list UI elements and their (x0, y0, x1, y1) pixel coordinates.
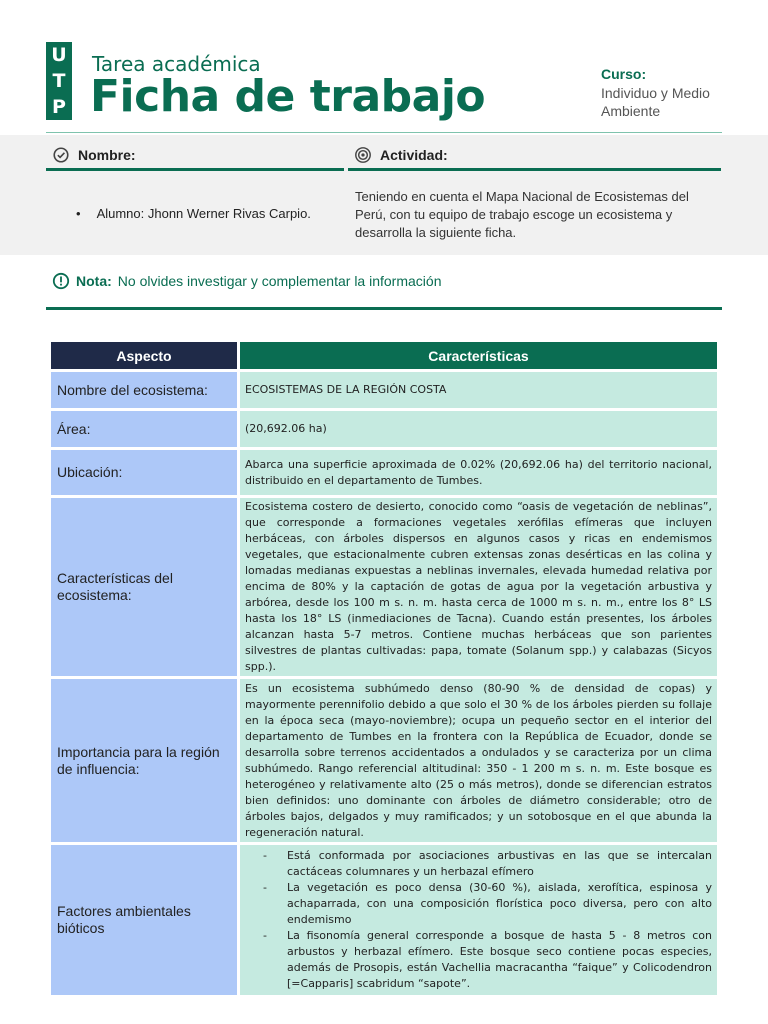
aspect-cell: Características del ecosistema: (51, 498, 237, 676)
table-row (51, 411, 717, 447)
check-badge-icon (52, 146, 70, 164)
ecosystem-table (48, 339, 720, 998)
list-item: - La fisonomía general corresponde a bosque de hasta 5 - 8 metros con arbustos y herbazal efímero. Este bosque seco contiene pocas especies, además de Prosopis, están Vachellia macracantha “faique” y Colicodendron [=Capparis] scabridum “sapote”. (287, 928, 712, 992)
value-cell (240, 845, 717, 995)
curso-value: Individuo y Medio Ambiente (601, 85, 710, 119)
nota-label: Nota: (76, 273, 112, 289)
logo-letter-t: T (52, 69, 66, 92)
value-cell: Es un ecosistema subhúmedo denso (80-90 % de densidad de copas) y mayormente perennifolio debido a que solo el 30 % de los árboles pierden su follaje en la época seca (mayo-noviembre); ocupa un pequeño sector en el interior del departamento de Tumbes en la frontera con la República de Ecuador, donde se desarrolla sobre terrenos accidentados a ondulados y se caracteriza por un clima subhúmedo. Rango referencial altitudinal: 350 - 1 200 m s. n. m. Este bosque es heterogéneo y relativamente alto (25 o más metros), donde se diferencian estratos bien definidos: uno dominante con árboles de diámetro considerable; otro de árboles bajos, delgados y muy ramificados; y un sotobosque en el que abunda la regeneración natural. (240, 679, 717, 842)
aspect-cell: Ubicación: (51, 450, 237, 495)
table-row (51, 450, 717, 495)
aspect-cell: Área: (51, 411, 237, 447)
nota-text: No olvides investigar y complementar la información (117, 273, 442, 289)
document-subtitle: Tarea académica (92, 52, 261, 76)
list-item: - La vegetación es poco densa (30-60 %), aislada, xerofítica, espinosa y achaparrada, con una composición florística poco diversa, pero con alto endemismo (287, 880, 712, 928)
table-header-row (51, 342, 717, 369)
actividad-heading (348, 141, 721, 171)
value-cell: (20,692.06 ha) (240, 411, 717, 447)
target-icon (354, 146, 372, 164)
nota (52, 272, 441, 290)
alumno-item (76, 206, 311, 221)
alumno-text: Alumno: Jhonn Werner Rivas Carpio. (96, 206, 311, 221)
value-cell: ECOSISTEMAS DE LA REGIÓN COSTA (240, 372, 717, 408)
aspect-cell: Nombre del ecosistema: (51, 372, 237, 408)
header-aspecto: Aspecto (51, 342, 237, 369)
header-divider (46, 132, 722, 133)
bioticos-list (245, 848, 712, 992)
table-row (51, 372, 717, 408)
header-caracteristicas: Características (240, 342, 717, 369)
document-title: Ficha de trabajo (90, 71, 486, 122)
nombre-label: Nombre: (78, 146, 136, 163)
table-row (51, 679, 717, 842)
table-row (51, 845, 717, 995)
exclamation-circle-icon (52, 272, 70, 290)
nombre-heading (46, 141, 344, 171)
curso-label: Curso: (601, 66, 647, 82)
table-row (51, 498, 717, 676)
value-cell: Abarca una superficie aproximada de 0.02% (20,692.06 ha) del territorio nacional, distribuido en el departamento de Tumbes. (240, 450, 717, 495)
list-item: - Está conformada por asociaciones arbustivas en las que se intercalan cactáceas columnares y un herbazal efímero (287, 848, 712, 880)
logo-letter-p: P (52, 95, 66, 118)
nota-divider (46, 307, 722, 310)
bullet-icon: • (76, 206, 81, 221)
aspect-cell: Factores ambientales bióticos (51, 845, 237, 995)
value-cell: Ecosistema costero de desierto, conocido como “oasis de vegetación de neblinas”, que corresponde a formaciones vegetales xerófilas efímeras que incluyen herbáceas, con árboles dispersos en algunos casos y ricas en endemismos vegetales, que estacionalmente cubren extensas zonas desérticas en las colina y lomadas medianas expuestas a neblinas invernales, elevada humedad relativa por encima de 80% y la captación de gotas de agua por la vegetación arbustiva y arbórea, desde los 100 m s. n. m. hasta cerca de 1000 m s. n. m., entre los 8° LS hasta los 18° LS (inmediaciones de Tacna). Cuando están presentes, los árboles alcanzan hasta 5-7 metros. Contiene muchas herbáceas que son parientes silvestres de plantas cultivadas: papa, tomate (Solanum spp.) y calabazas (Sicyos spp.). (240, 498, 717, 676)
actividad-text: Teniendo en cuenta el Mapa Nacional de Ecosistemas del Perú, con tu equipo de trabajo escoge un ecosistema y desarrolla la siguiente ficha. (355, 189, 689, 240)
aspect-cell: Importancia para la región de influencia: (51, 679, 237, 842)
document-header (0, 0, 768, 135)
utp-logo (46, 42, 72, 120)
logo-letter-u: U (51, 43, 67, 66)
actividad-label: Actividad: (380, 146, 448, 163)
